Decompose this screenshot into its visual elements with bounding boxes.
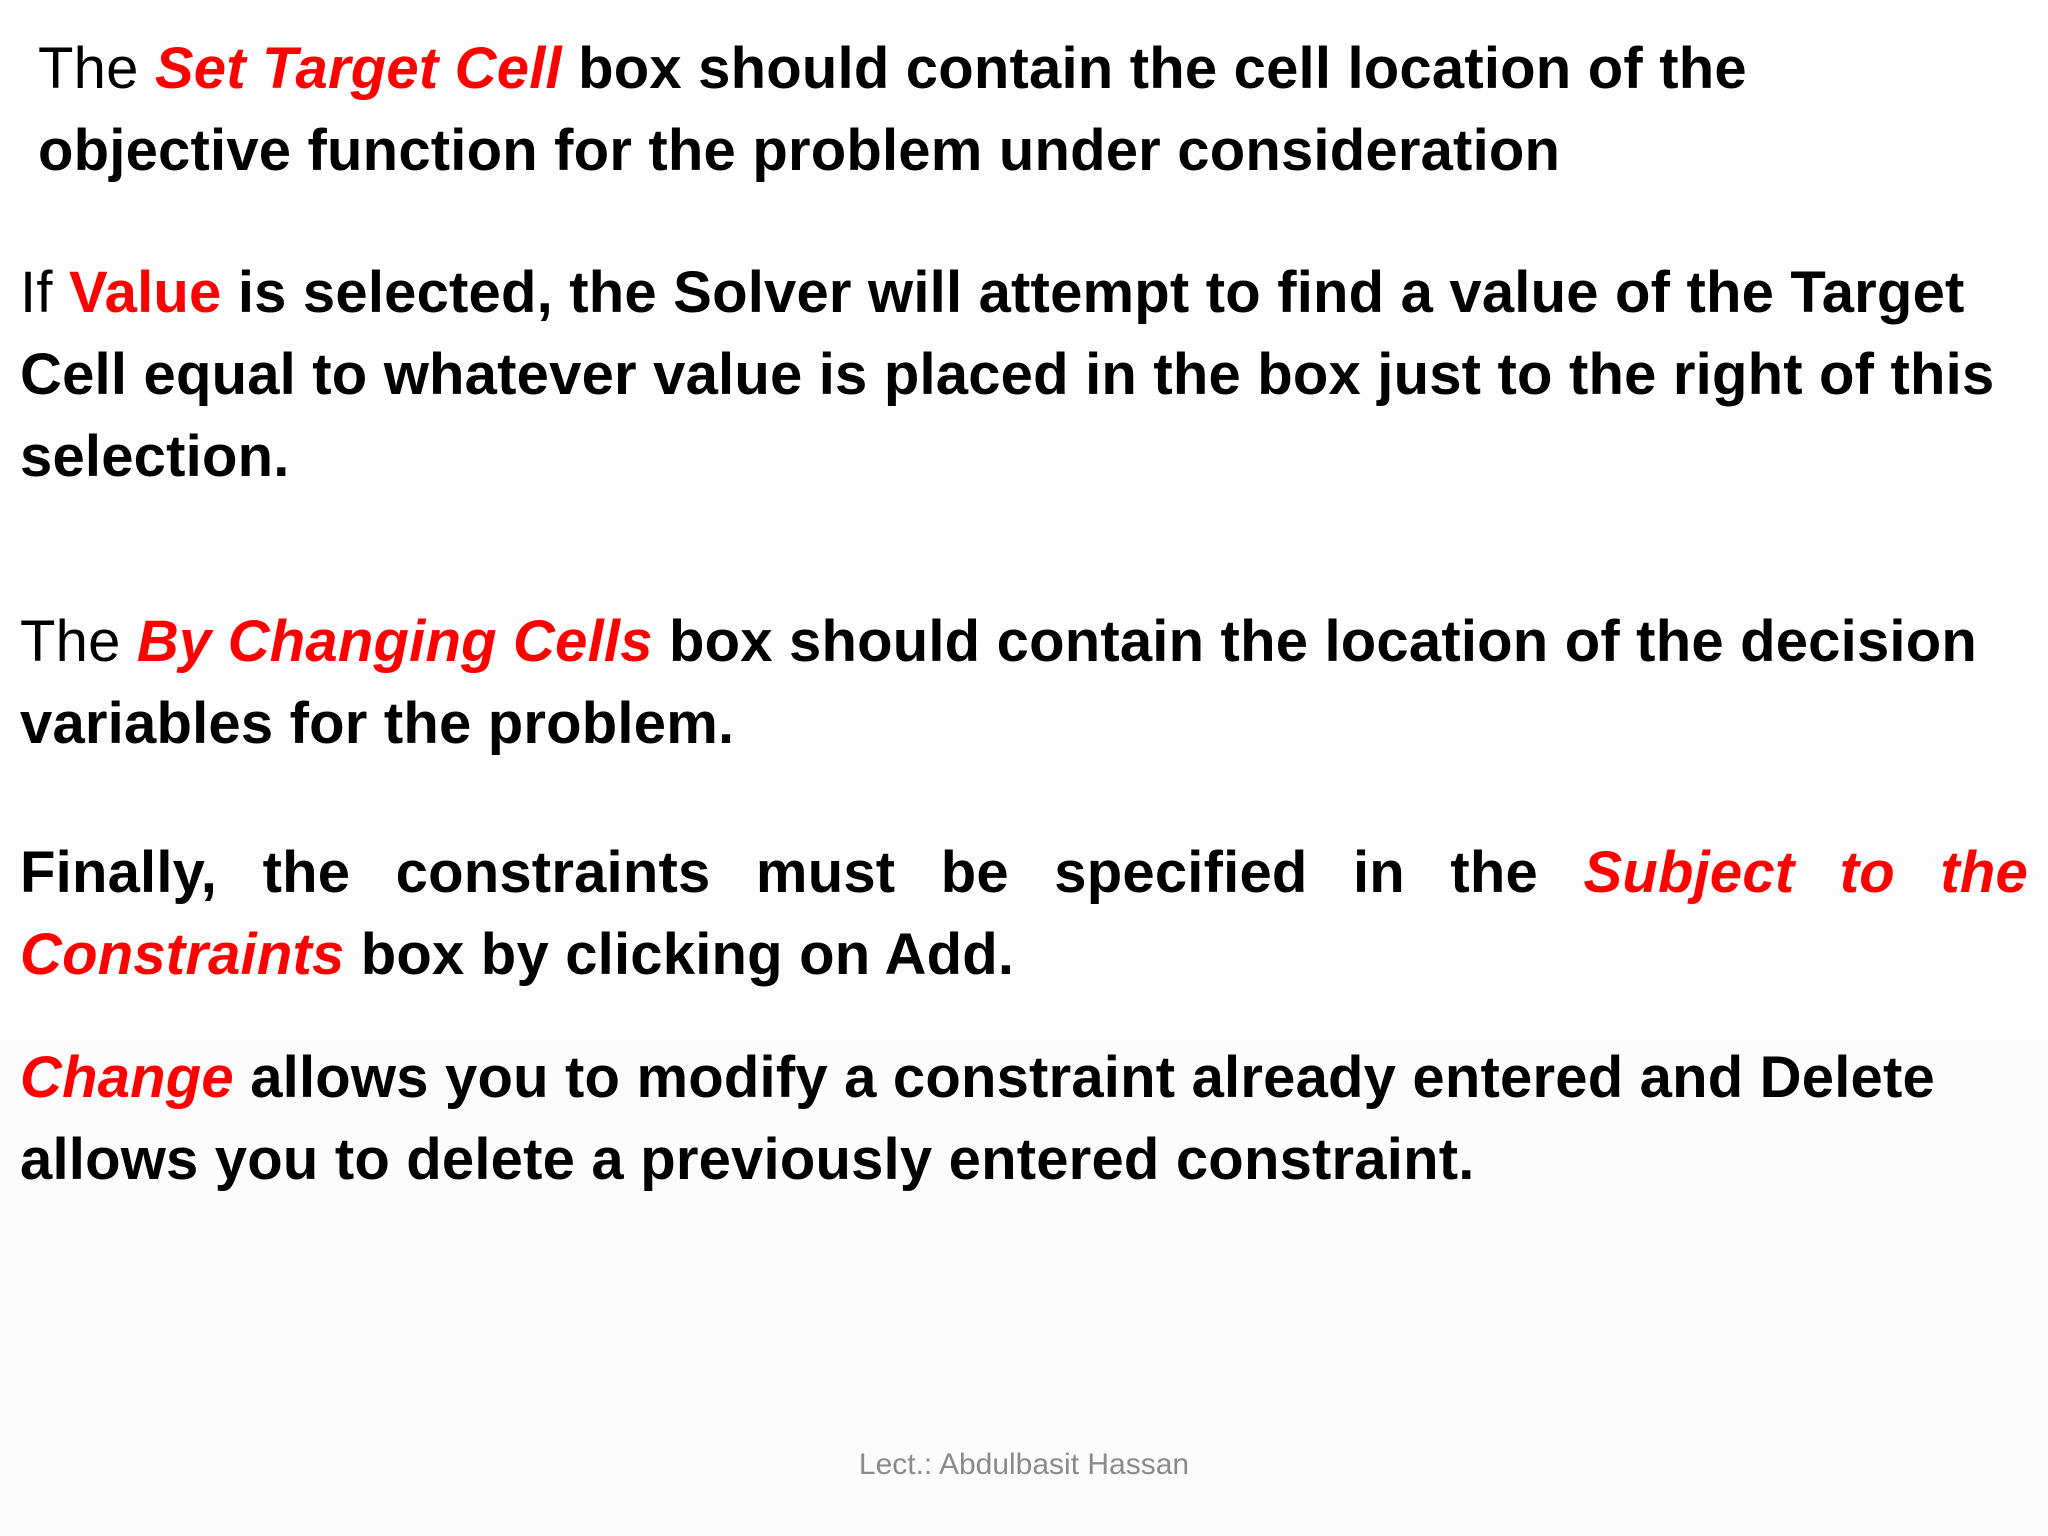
paragraph-text: box should contain the cell location of the objective function for the problem under consideration [38,36,1747,183]
paragraph-text: box by clicking on Add. [344,922,1015,987]
highlight-by-changing-cells: By Changing Cells [136,609,653,674]
highlight-value: Value [68,260,222,325]
highlight-set-target-cell: Set Target Cell [154,36,562,101]
highlight-subject-to-the-constraints: Subject to the Constraints [20,840,2028,987]
paragraph-set-target-cell [38,28,1978,192]
paragraph-prefix: The [20,609,137,674]
paragraph-prefix: The [38,36,155,101]
paragraph-text: allows you to modify a constraint already entered and Delete allows you to delete a previously entered constraint. [20,1045,1935,1192]
paragraph-change-delete [20,1037,2020,1201]
paragraph-prefix: If [20,260,69,325]
paragraph-value [20,252,2030,498]
paragraph-constraints [20,832,2028,996]
highlight-change: Change [20,1045,234,1110]
paragraph-by-changing-cells [20,601,2020,765]
footer-lecturer: Lect.: Abdulbasit Hassan [858,1448,1190,1481]
paragraph-text: is selected, the Solver will attempt to find a value of the Target Cell equal to whatever value is placed in the box just to the right of this selection. [20,260,1995,489]
paragraph-prefix: Finally, the constraints must be specified in the [20,840,1584,905]
paragraph-text: box should contain the location of the decision variables for the problem. [20,609,1977,756]
